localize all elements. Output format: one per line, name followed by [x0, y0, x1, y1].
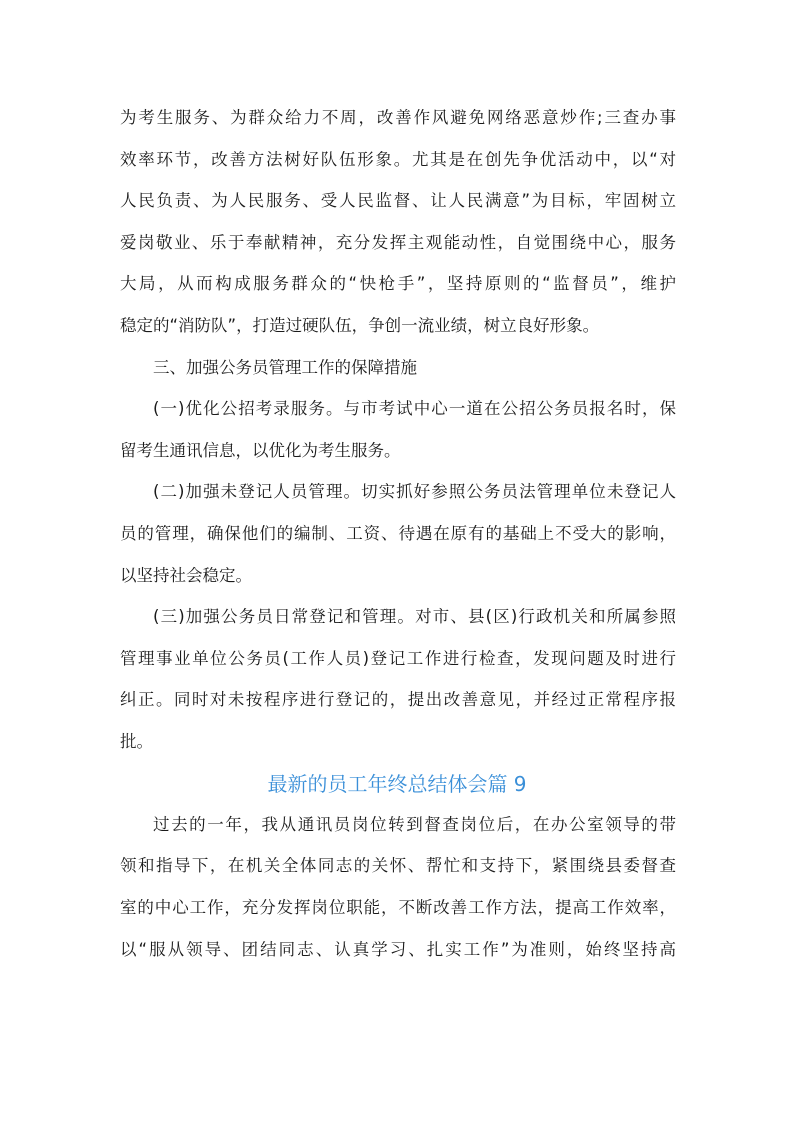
body-text-line: 以“服从领导、团结同志、认真学习、扎实工作”为准则，始终坚持高 [120, 940, 676, 959]
body-text-line: 室的中心工作，充分发挥岗位职能，不断改善工作方法，提高工作效率， [120, 898, 676, 917]
body-text-line: 过去的一年，我从通讯员岗位转到督查岗位后，在办公室领导的带 [153, 815, 676, 834]
body-text-line: (一)优化公招考录服务。与市考试中心一道在公招公务员报名时，保 [153, 399, 676, 418]
body-text-line: 员的管理，确保他们的编制、工资、待遇在原有的基础上不受大的影响， [120, 524, 676, 543]
body-text-line: 为考生服务、为群众给力不周，改善作风避免网络恶意炒作;三查办事 [120, 108, 676, 127]
body-text-line: 纠正。同时对未按程序进行登记的，提出改善意见，并经过正常程序报 [120, 690, 676, 709]
section-heading: 最新的员工年终总结体会篇 9 [267, 772, 527, 796]
body-text-line: 效率环节，改善方法树好队伍形象。尤其是在创先争优活动中，以“对 [120, 150, 676, 169]
body-text-line: 人民负责、为人民服务、受人民监督、让人民满意”为目标，牢固树立 [120, 191, 676, 210]
body-text-line: 留考生通讯信息，以优化为考生服务。 [120, 441, 401, 460]
body-text-line: (二)加强未登记人员管理。切实抓好参照公务员法管理单位未登记人 [153, 482, 676, 501]
body-text-line: 以坚持社会稳定。 [120, 566, 252, 585]
body-text-line: 大局，从而构成服务群众的“快枪手”，坚持原则的“监督员”，维护 [120, 274, 676, 293]
body-text-line: 爱岗敬业、乐于奉献精神，充分发挥主观能动性，自觉围绕中心，服务 [120, 233, 676, 252]
body-text-line: 稳定的“消防队”，打造过硬队伍，争创一流业绩，树立良好形象。 [120, 316, 600, 335]
body-text-line: 领和指导下，在机关全体同志的关怀、帮忙和支持下，紧围绕县委督查 [120, 856, 676, 875]
body-text-line: 管理事业单位公务员(工作人员)登记工作进行检查，发现问题及时进行 [120, 649, 676, 668]
section-title: 三、加强公务员管理工作的保障措施 [153, 358, 417, 377]
body-text-line: (三)加强公务员日常登记和管理。对市、县(区)行政机关和所属参照 [153, 607, 676, 626]
body-text-line: 批。 [120, 732, 153, 751]
